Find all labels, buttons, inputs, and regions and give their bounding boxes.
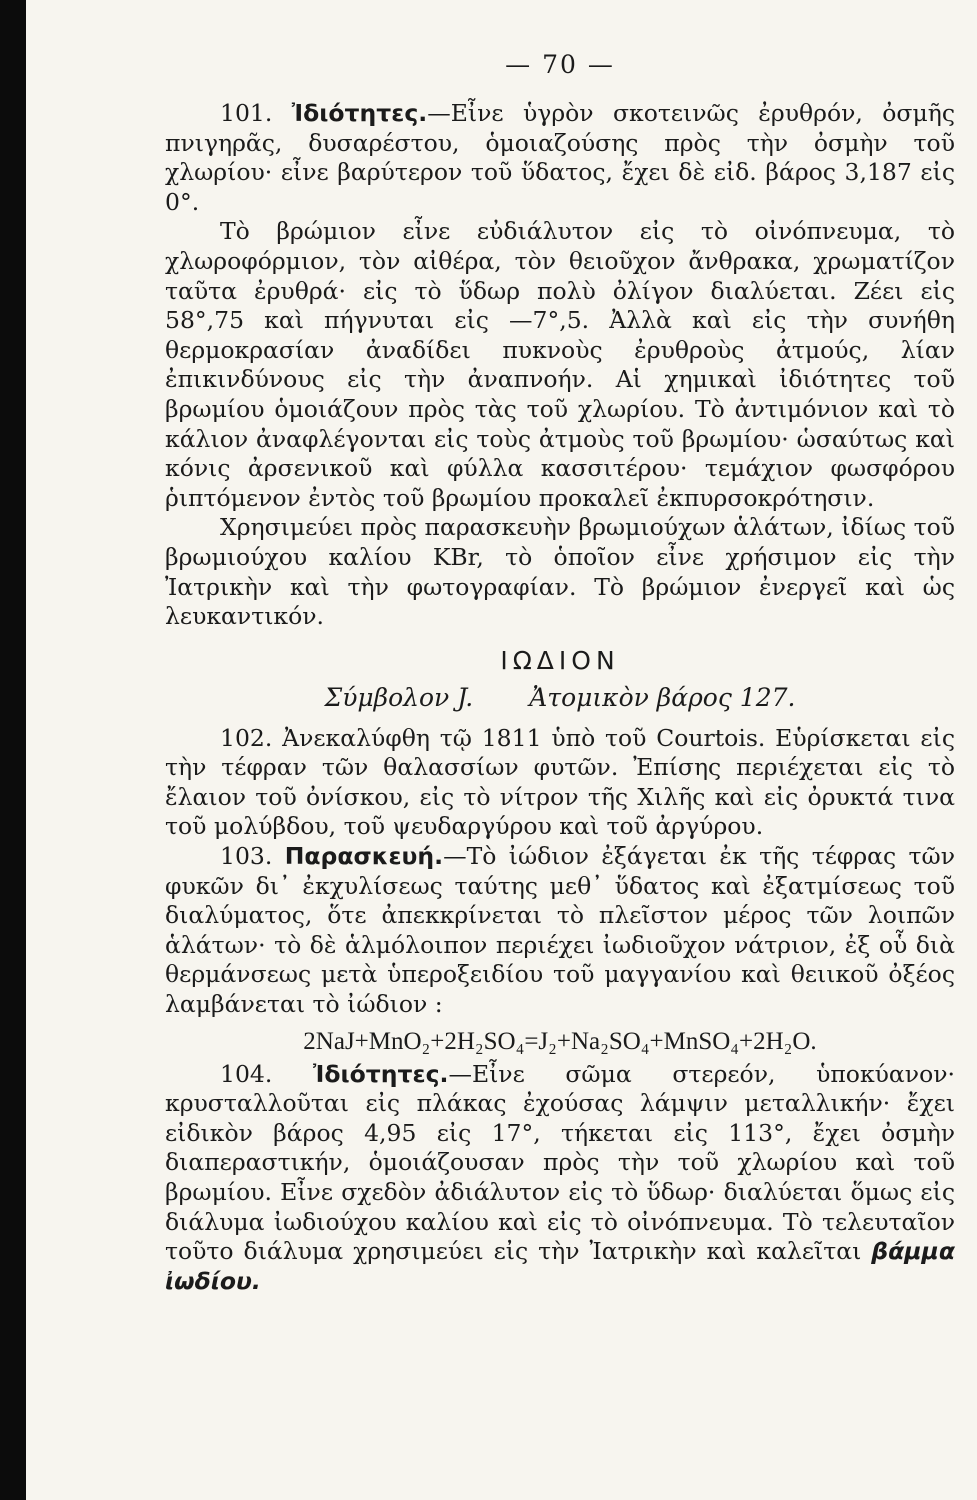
paragraph-number: 104.	[220, 1059, 273, 1088]
paragraph-heading: Παρασκευή.	[284, 842, 444, 871]
paragraph-101-bromine-uses: Χρησιμεύει πρὸς παρασκευὴν βρωμιούχων ἁλάτων, ἰδίως τοῦ βρωμιούχου καλίου KBr, τὸ ὁποῖον εἶνε χρήσιμον εἰς τὴν Ἰατρικὴν καὶ τὴν φωτογραφίαν. Τὸ βρώμιον ἐνεργεῖ καὶ ὡς λευκαντικόν.	[165, 513, 956, 631]
element-symbol-line	[165, 683, 955, 712]
section-title-iodine: ΙΩΔΙΟΝ	[500, 645, 620, 675]
page-number: — 70 —	[505, 50, 615, 79]
term-iodine-tincture: βάμμα ἰωδίου.	[165, 1237, 955, 1295]
paragraph-text: —Εἶνε σῶμα στερεόν, ὑποκύανον· κρυσταλλοῦται εἰς πλάκας ἐχούσας λάμψιν μεταλλικήν· ἔχει εἰδικὸν βάρος 4,95 εἰς 17°, τήκεται εἰς 113°, ἔχει ὀσμὴν διαπεραστικήν, ὁμοιάζουσαν πρὸς τὴν τοῦ χλωρίου καὶ τοῦ βρωμίου. Εἶνε σχεδὸν ἀδιάλυτον εἰς τὸ ὕδωρ· διαλύεται ὅμως εἰς διάλυμα ἰωδιούχου καλίου καὶ εἰς τὸ οἰνόπνευμα. Τὸ τελευταῖον τοῦτο διάλυμα χρησιμεύει εἰς τὴν Ἰατρικὴν καὶ καλεῖται	[165, 1059, 955, 1266]
page-content	[165, 50, 955, 1296]
paragraph-101	[165, 99, 955, 217]
atomic-weight-label: Ἀτομικὸν βάρος 127.	[529, 682, 796, 712]
paragraph-heading: Ἰδιότητες.	[312, 1059, 449, 1088]
scan-dark-edge	[0, 0, 26, 1500]
paragraph-104	[165, 1060, 955, 1297]
paragraph-number: 103.	[220, 842, 273, 871]
symbol-label: Σύμβολον J.	[324, 682, 474, 712]
paragraph-number: 101.	[220, 99, 273, 127]
paragraph-text: —Τὸ ἰώδιον ἐξάγεται ἐκ τῆς τέφρας τῶν φυκῶν δι᾿ ἐκχυλίσεως ταύτης μεθ᾿ ὕδατος καὶ ἐξατμίσεως τοῦ διαλύματος, ὅτε ἀπεκκρίνεται τὸ πλεῖστον μέρος τῶν λοιπῶν ἁλάτων· τὸ δὲ ἁλμόλοιπον περιέχει ἰωδιοῦχον νάτριον, ἐξ οὗ διὰ θερμάνσεως μετὰ ὑπεροξειδίου τοῦ μαγγανίου καὶ θειικοῦ ὀξέος λαμβάνεται τὸ ἰώδιον :	[165, 842, 955, 1019]
chemical-equation: 2NaJ+MnO₂+2H₂SO₄=J₂+Na₂SO₄+MnSO₄+2H₂O.	[303, 1027, 817, 1055]
paragraph-102: 102. Ἀνεκαλύφθη τῷ 1811 ὑπὸ τοῦ Courtois. Εὑρίσκεται εἰς τὴν τέφραν τῶν θαλασσίων φυτῶν. Ἐπίσης περιέχεται εἰς τὸ ἔλαιον τοῦ ὀνίσκου, εἰς τὸ νίτρον τῆς Χιλῆς καὶ εἰς ὀρυκτά τινα τοῦ μολύβδου, τοῦ ψευδαργύρου καὶ τοῦ ἀργύρου.	[165, 723, 955, 841]
paragraph-103	[165, 842, 955, 1020]
paragraph-text: —Εἶνε ὑγρὸν σκοτεινῶς ἐρυθρόν, ὀσμῆς πνιγηρᾶς, δυσαρέστου, ὁμοιαζούσης πρὸς τὴν ὀσμὴν τοῦ χλωρίου· εἶνε βαρύτερον τοῦ ὕδατος, ἔχει δὲ εἰδ. βάρος 3,187 εἰς 0°.	[165, 99, 955, 216]
paragraph-heading: Ἰδιότητες.	[291, 99, 428, 127]
paragraph-101-bromine-solubility: Τὸ βρώμιον εἶνε εὐδιάλυτον εἰς τὸ οἰνόπνευμα, τὸ χλωροφόρμιον, τὸν αἰθέρα, τὸν θειοῦχον ἄνθρακα, χρωματίζον ταῦτα ἐρυθρά· εἰς τὸ ὕδωρ πολὺ ὀλίγον διαλύεται. Ζέει εἰς 58°,75 καὶ πήγνυται εἰς —7°,5. Ἀλλὰ καὶ εἰς τὴν συνήθη θερμοκρασίαν ἀναδίδει πυκνοὺς ἐρυθροὺς ἀτμούς, λίαν ἐπικινδύνους εἰς τὴν ἀναπνοήν. Αἱ χημικαὶ ἰδιότητες τοῦ βρωμίου ὁμοιάζουν πρὸς τὰς τοῦ χλωρίου. Τὸ ἀντιμόνιον καὶ τὸ κάλιον ἀναφλέγονται εἰς τοὺς ἀτμοὺς τοῦ βρωμίου· ὡσαύτως καὶ κόνις ἀρσενικοῦ καὶ φύλλα κασσιτέρου· τεμάχιον φωσφόρου ῥιπτόμενον ἐντὸς τοῦ βρωμίου προκαλεῖ ἐκπυρσοκρότησιν.	[165, 217, 955, 512]
